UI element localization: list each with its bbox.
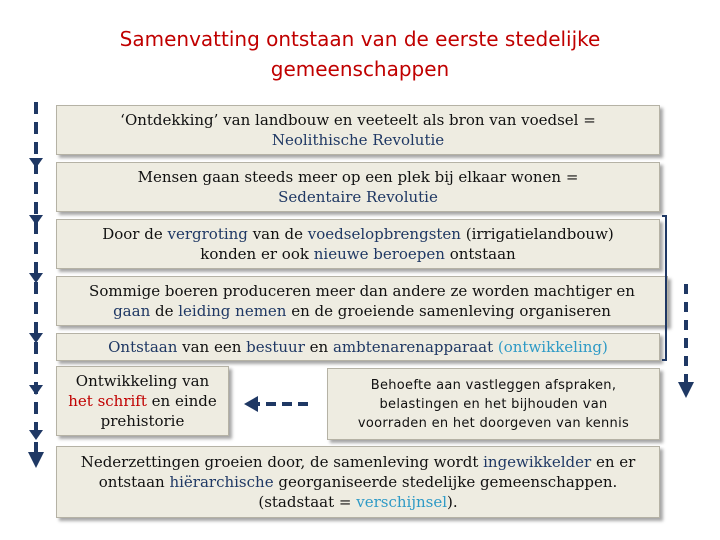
text: konden er ook [200,245,314,263]
dashed-down-arrow-icon [676,282,696,400]
text: van een [177,338,247,356]
box-text-line [57,492,659,512]
keyword-leiding-nemen: leiding nemen [178,302,287,320]
text: (irrigatielandbouw) [460,225,614,243]
box-text-line: voorraden en het doorgeven van kennis [357,415,630,431]
keyword-verschijnsel: verschijnsel [356,493,447,511]
keyword-ingewikkelder: ingewikkelder [483,453,592,471]
dashed-left-arrow-icon [242,394,312,414]
keyword-voedselopbrengsten: voedselopbrengsten [307,225,461,243]
keyword-hierarchische: hiërarchische [169,473,274,491]
keyword-neolithische-revolutie: Neolithische Revolutie [271,131,445,149]
box-schrift [56,366,229,436]
box-text-line [57,224,659,244]
text: ontstaan [444,245,516,263]
text: de [150,302,179,320]
keyword-het-schrift: het schrift [68,392,147,410]
text: (stadstaat = [258,493,357,511]
text: ontstaan [98,473,170,491]
box-bestuur [56,333,660,361]
box-text-line [57,452,659,472]
text: en einde [146,392,217,410]
box-text-line [57,337,659,357]
box-leiding-nemen [56,276,668,326]
keyword-ambtenarenapparaat: ambtenarenapparaat [332,338,494,356]
text: ). [447,493,458,511]
text: en [304,338,333,356]
box-text-line [57,391,228,411]
text: en de groeiende samenleving organiseren [286,302,611,320]
box-text-line: prehistorie [100,412,185,430]
keyword-ontstaan: Ontstaan [108,338,178,356]
box-text-line: Mensen gaan steeds meer op een plek bij elkaar wonen = [137,168,579,186]
box-sedentaire-revolutie [56,162,660,212]
box-text-line: belastingen en het bijhouden van [379,396,608,412]
text: georganiseerde stedelijke gemeenschappen. [273,473,618,491]
box-text-line [57,301,667,321]
page-title: Samenvatting ontstaan van de eerste stedelijke gemeenschappen [119,27,601,81]
box-text-line: Ontwikkeling van [75,372,210,390]
keyword-ontwikkeling: (ontwikkeling) [493,338,608,356]
keyword-vergroting: vergroting [167,225,248,243]
text: Door de [102,225,168,243]
keyword-bestuur: bestuur [246,338,305,356]
box-stedelijke-gemeenschappen [56,446,660,518]
text: en er [591,453,636,471]
dashed-down-arrow-icon [26,100,46,470]
keyword-sedentaire-revolutie: Sedentaire Revolutie [278,188,438,206]
box-vergroting-voedselopbrengsten [56,219,660,269]
box-text-line [57,244,659,264]
box-text-line: ‘Ontdekking’ van landbouw en veeteelt als bron van voedsel = [120,111,596,129]
box-neolithische-revolutie [56,105,660,155]
box-text-line: Behoefte aan vastleggen afspraken, [370,377,617,393]
keyword-nieuwe-beroepen: nieuwe beroepen [313,245,445,263]
text: Nederzettingen groeien door, de samenleving wordt [80,453,484,471]
box-text-line: Sommige boeren produceren meer dan andere ze worden machtiger en [89,282,635,300]
text: van de [247,225,308,243]
box-behoefte-vastleggen [327,368,660,440]
box-text-line [57,472,659,492]
keyword-gaan: gaan [113,302,151,320]
